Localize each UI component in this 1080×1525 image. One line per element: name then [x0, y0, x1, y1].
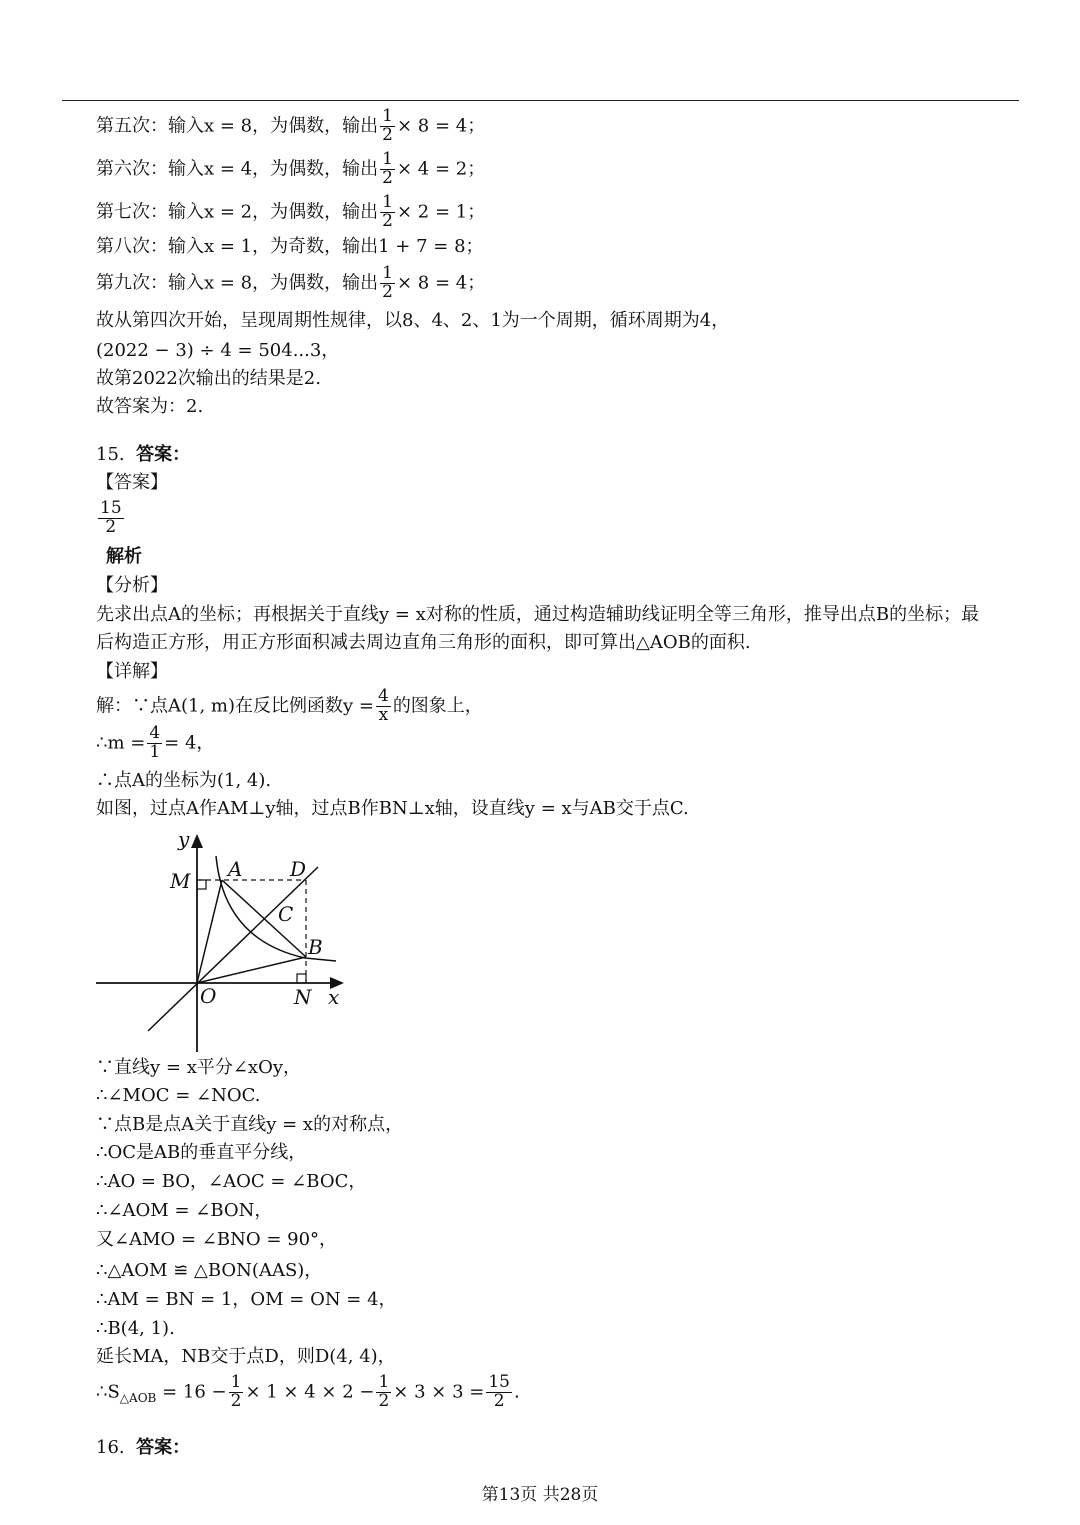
step-9: 第九次：输入x = 8，为偶数，输出 $\frac{1}{2}$ × 8 = 4； [96, 263, 486, 302]
fraction: $\frac{1}{2}$ [382, 263, 393, 302]
calc-text: (2022 − 3) ÷ 4 = 504...3， [96, 340, 340, 361]
right-angle-mark-M [197, 880, 206, 889]
proof-line-10: ∴B(4, 1). [96, 1318, 175, 1339]
proof-line-7: 又∠AMO = ∠BNO = 90°， [96, 1229, 338, 1250]
solution-line-1: 解：∵点A(1, m)在反比例函数y = $\frac{4}{x}$ 的图象上， [96, 686, 483, 725]
header-rule [62, 100, 1019, 101]
area-formula: $\therefore S_{\triangle AOB} = 16$ − $\frac{1}{2}$ × 1 × 4 × 2 − $\frac{1}{2}$ × 3 × 3 = $\frac{15}{2}$ . [96, 1372, 520, 1411]
q16-heading: 16. 答案： [96, 1437, 191, 1458]
label-x: x [328, 985, 340, 1009]
fraction: $\frac{1}{2}$ [382, 192, 393, 231]
step-7: 第七次：输入x = 2，为偶数，输出 $\frac{1}{2}$ × 2 = 1； [96, 192, 486, 231]
y-axis-arrow [191, 834, 203, 848]
proof-line-9: ∴AM = BN = 1，OM = ON = 4， [96, 1289, 397, 1310]
segment-OB [197, 957, 306, 983]
analysis-title: 解析 [106, 546, 142, 567]
proof-line-6: ∴∠AOM = ∠BON， [96, 1200, 273, 1221]
solution-line-4: 如图，过点A作AM⊥y轴，过点B作BN⊥x轴，设直线y = x与AB交于点C. [96, 798, 689, 819]
proof-line-11: 延长MA，NB交于点D，则D(4, 4)， [96, 1346, 396, 1367]
step-5: 第五次：输入x = 8，为偶数，输出 $\frac{1}{2}$ × 8 = 4； [96, 106, 486, 145]
answer-text: 故答案为：2. [96, 396, 204, 417]
period-text: 故从第四次开始，呈现周期性规律，以8、4、2、1为一个周期，循环周期为4， [96, 310, 730, 331]
fraction: $\frac{4}{1}$ [149, 723, 161, 762]
fraction: $\frac{1}{2}$ [230, 1372, 242, 1411]
proof-line-1: ∵直线y = x平分∠xOy， [96, 1057, 302, 1078]
fraction: $\frac{4}{x}$ [377, 686, 389, 725]
fraction: $\frac{15}{2}$ [100, 498, 122, 537]
label-B: B [308, 935, 323, 959]
xiangjie-tag: 【详解】 [96, 661, 168, 682]
right-angle-mark-N [297, 974, 306, 983]
proof-line-5: ∴AO = BO，∠AOC = ∠BOC， [96, 1171, 367, 1192]
fenxi-tag: 【分析】 [96, 575, 168, 596]
q15-answer-tag: 【答案】 [96, 472, 168, 493]
label-M: M [170, 869, 191, 893]
fenxi-line-2: 后构造正方形，用正方形面积减去周边直角三角形的面积，即可算出△AOB的面积. [96, 632, 751, 653]
proof-line-3: ∵点B是点A关于直线y = x的对称点， [96, 1114, 404, 1135]
label-D: D [290, 857, 307, 881]
step-8: 第八次：输入x = 1，为奇数，输出1 + 7 = 8； [96, 236, 484, 257]
solution-line-3: ∴点A的坐标为(1, 4). [96, 770, 272, 791]
step-6: 第六次：输入x = 4，为偶数，输出 $\frac{1}{2}$ × 4 = 2； [96, 149, 486, 188]
result-text: 故第2022次输出的结果是2. [96, 368, 321, 389]
page-footer: 第13页 共28页 [481, 1485, 599, 1505]
label-y: y [178, 827, 190, 851]
proof-line-8: ∴△AOM ≌ △BON(AAS)， [96, 1260, 323, 1281]
q15-heading: 15. 答案： [96, 444, 191, 465]
q15-answer-value [96, 500, 126, 537]
fraction: $\frac{1}{2}$ [382, 106, 393, 145]
fenxi-line-1: 先求出点A的坐标；再根据关于直线y = x对称的性质，通过构造辅助线证明全等三角形，推导出点B的坐标；最 [96, 604, 980, 625]
fraction: $\frac{1}{2}$ [378, 1372, 390, 1411]
label-N: N [294, 985, 312, 1009]
proof-line-2: ∴∠MOC = ∠NOC. [96, 1085, 261, 1106]
fraction: $\frac{1}{2}$ [382, 149, 393, 188]
segment-OA [197, 880, 222, 983]
label-A: A [228, 857, 243, 881]
solution-line-2: ∴m = $\frac{4}{1}$ = 4， [96, 723, 215, 762]
proof-line-4: ∴OC是AB的垂直平分线， [96, 1142, 307, 1163]
fraction: $\frac{15}{2}$ [488, 1372, 510, 1411]
coordinate-figure [92, 826, 362, 1056]
label-C: C [278, 902, 294, 926]
label-O: O [200, 984, 217, 1008]
